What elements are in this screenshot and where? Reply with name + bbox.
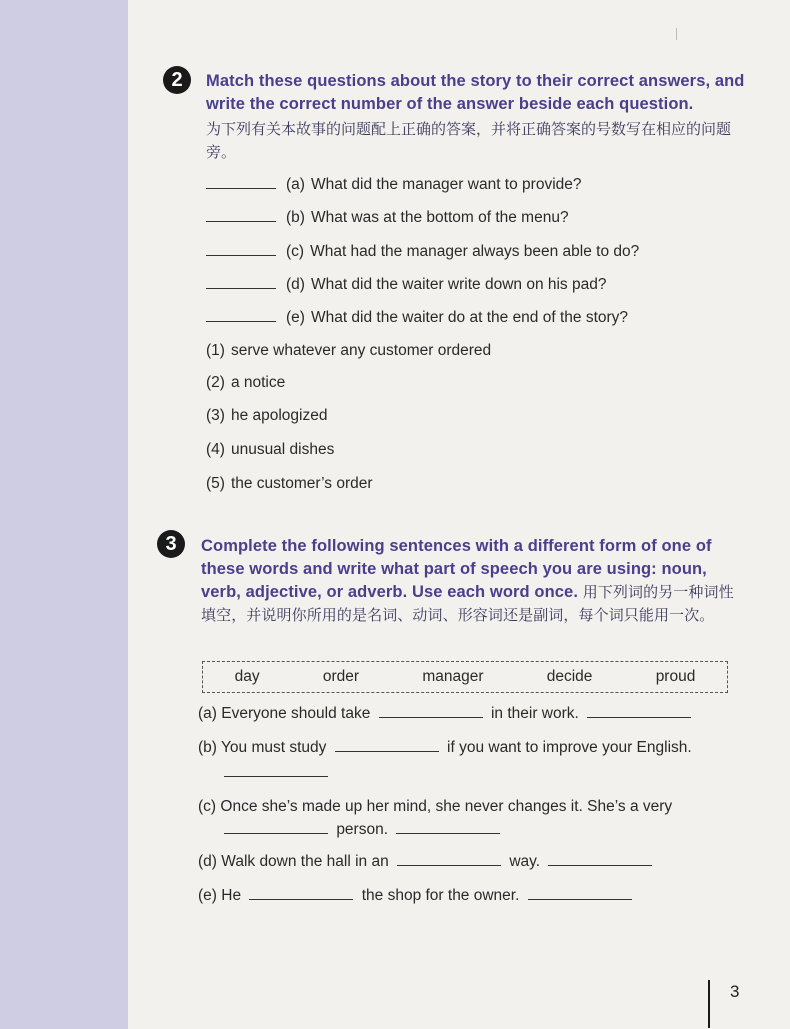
answer-blank[interactable] (206, 220, 276, 222)
question-b: (b) What was at the bottom of the menu? (206, 209, 569, 227)
part-of-speech-blank[interactable] (224, 775, 328, 777)
part-of-speech-blank[interactable] (587, 716, 691, 718)
fill-blank[interactable] (249, 898, 353, 900)
sentence-d: (d) Walk down the hall in an way. (198, 853, 656, 871)
answer-blank[interactable] (206, 254, 276, 256)
word-proud: proud (655, 668, 696, 685)
section-2-instruction: Match these questions about the story to their correct answers, and write the correct number of the answer beside each question. (206, 72, 745, 113)
sentence-a: (a) Everyone should take in their work. (198, 705, 695, 723)
answer-1: (1) serve whatever any customer ordered (206, 342, 492, 359)
word-day: day (234, 668, 260, 685)
part-of-speech-blank[interactable] (528, 898, 632, 900)
answer-4: (4) unusual dishes (206, 441, 335, 458)
page-number-bar (708, 980, 710, 1028)
sentence-b: (b) You must study if you want to improve your English. (198, 739, 692, 756)
page-mark (676, 28, 677, 40)
section-3-number: 3 (157, 530, 185, 558)
answer-5: (5) the customer’s order (206, 475, 373, 492)
side-band (0, 0, 128, 1029)
answer-blank[interactable] (206, 320, 276, 322)
answer-blank[interactable] (206, 187, 276, 189)
section-3-instruction: Complete the following sentences with a different form of one of these words and write what part of speech you are using: noun, verb, adjective, or adverb. Use each word once. 用下列词的另一种词性填空，并说明你所用的是名词、动词、形容词还是副词，每个词只能用一次。 (201, 537, 734, 624)
sentence-b-pos (224, 764, 328, 782)
answer-blank[interactable] (206, 287, 276, 289)
question-c: (c) What had the manager always been able to do? (206, 243, 639, 261)
word-order: order (322, 668, 360, 685)
word-manager: manager (422, 668, 484, 685)
question-a: (a) What did the manager want to provide? (206, 176, 582, 194)
question-e: (e) What did the waiter do at the end of the story? (206, 309, 628, 327)
question-d: (d) What did the waiter write down on his pad? (206, 276, 606, 294)
part-of-speech-blank[interactable] (548, 864, 652, 866)
fill-blank[interactable] (397, 864, 501, 866)
sentence-c: (c) Once she’s made up her mind, she never changes it. She’s a very (198, 798, 673, 815)
section-2-instruction-zh: 为下列有关本故事的问题配上正确的答案，并将正确答案的号数写在相应的问题旁。 (206, 120, 732, 161)
fill-blank[interactable] (224, 832, 328, 834)
section-2-number: 2 (163, 66, 191, 94)
sentence-c-cont: person. (224, 821, 504, 839)
word-box (202, 661, 728, 693)
page-number: 3 (730, 982, 740, 1001)
fill-blank[interactable] (335, 750, 439, 752)
part-of-speech-blank[interactable] (396, 832, 500, 834)
answer-3: (3) he apologized (206, 407, 328, 424)
answer-2: (2) a notice (206, 374, 286, 391)
sentence-e: (e) He the shop for the owner. (198, 887, 636, 905)
fill-blank[interactable] (379, 716, 483, 718)
word-decide: decide (546, 668, 593, 685)
